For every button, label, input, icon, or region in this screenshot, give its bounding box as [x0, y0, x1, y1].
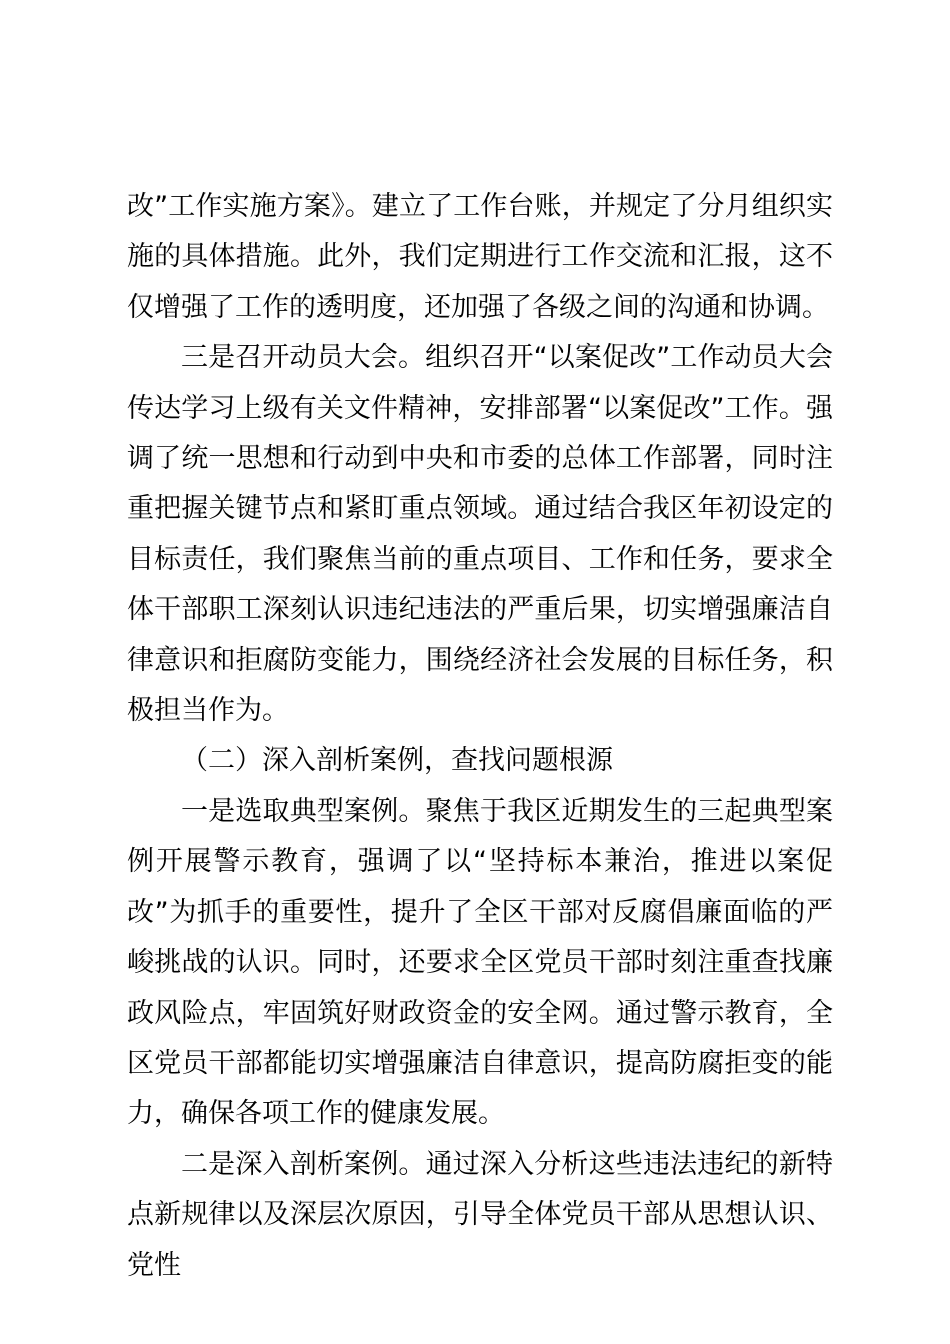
- paragraph-typical-cases: 一是选取典型案例。聚焦于我区近期发生的三起典型案例开展警示教育，强调了以“坚持标本兼治，推进以案促改”为抓手的重要性，提升了全区干部对反腐倡廉面临的严峻挑战的认识。同时，还要求全区党员干部时刻注重查找廉政风险点，牢固筑好财政资金的安全网。通过警示教育，全区党员干部都能切实增强廉洁自律意识，提高防腐拒变的能力，确保各项工作的健康发展。: [127, 795, 833, 1130]
- section-heading: （二）深入剖析案例，查找问题根源: [181, 745, 613, 777]
- document-body: [127, 182, 833, 1291]
- paragraph-mobilization-meeting: 三是召开动员大会。组织召开“以案促改”工作动员大会传达学习上级有关文件精神，安排部署“以案促改”工作。强调了统一思想和行动到中央和市委的总体工作部署，同时注重把握关键节点和紧盯重点领域。通过结合我区年初设定的目标责任，我们聚焦当前的重点项目、工作和任务，要求全体干部职工深刻认识违纪违法的严重后果，切实增强廉洁自律意识和拒腐防变能力，围绕经济社会发展的目标任务，积极担当作为。: [127, 342, 833, 727]
- paragraph-continuation: 改”工作实施方案》。建立了工作台账，并规定了分月组织实施的具体措施。此外，我们定期进行工作交流和汇报，这不仅增强了工作的透明度，还加强了各级之间的沟通和协调。: [127, 191, 833, 323]
- paragraph-case-analysis: 二是深入剖析案例。通过深入分析这些违法违纪的新特点新规律以及深层次原因，引导全体党员干部从思想认识、党性: [127, 1148, 833, 1281]
